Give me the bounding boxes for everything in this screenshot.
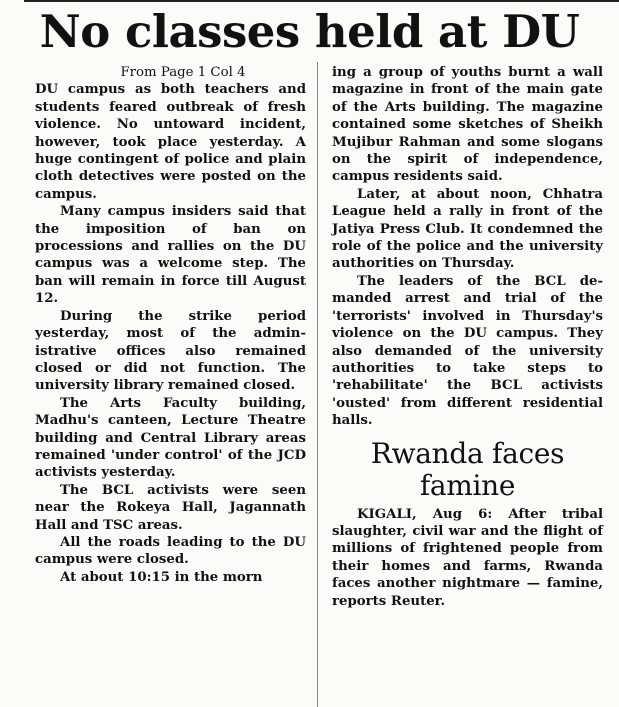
- sub-headline: Rwanda faces famine: [370, 436, 565, 502]
- left-column: [35, 64, 306, 586]
- paragraph: Many campus insiders said that the imposition of ban on processions and rallies on the DU campus was a welcome step. The ban will remain in force till August 12.: [35, 204, 306, 307]
- top-rule: [24, 0, 619, 2]
- paragraph: ing a group of youths burnt a wall magazine in front of the main gate of the Arts building. The magazine contained some sketches of Sheikh Mujibur Rahman and some slogans on the spirit of independence, campus residents said.: [332, 65, 603, 185]
- paragraph: DU campus as both teachers and students feared outbreak of fresh violence. No untoward incident, however, took place yesterday. A huge contingent of police and plain cloth detectives were posted on the campus.: [35, 82, 306, 202]
- jump-line: From Page 1 Col 4: [120, 65, 246, 80]
- paragraph: At about 10:15 in the morn: [60, 569, 263, 585]
- paragraph: During the strike period yesterday, most of the administrative offices also remained closed or did not function. The university library remained closed.: [35, 308, 306, 394]
- right-column: [332, 64, 603, 610]
- sub-paragraph: KIGALI, Aug 6: After tribal slaughter, civil war and the flight of millions of frightened people from their homes and farms, Rwanda faces another nightmare — famine, reports Reuter.: [332, 506, 603, 609]
- paragraph: All the roads leading to the DU campus were closed.: [35, 534, 306, 568]
- paragraph: Later, at about noon, Chhatra League held a rally in front of the Jatiya Press Club. It condemned the role of the police and the university authorities on Thursday.: [332, 186, 603, 272]
- paragraph: The leaders of the BCL demanded arrest and trial of the 'terrorists' involved in Thursday's violence on the DU campus. They also demanded of the university authorities to take steps to 'rehabilitate' the BCL activists 'ousted' from different residential halls.: [332, 273, 603, 429]
- headline: No classes held at DU: [39, 5, 580, 58]
- column-divider: [317, 62, 318, 707]
- paragraph: The BCL activists were seen near the Rokeya Hall, Jagannath Hall and TSC areas.: [35, 482, 306, 533]
- paragraph: The Arts Faculty building, Madhu's canteen, Lecture Theatre building and Central Library areas remained 'under control' of the JCD activists yesterday.: [35, 395, 306, 481]
